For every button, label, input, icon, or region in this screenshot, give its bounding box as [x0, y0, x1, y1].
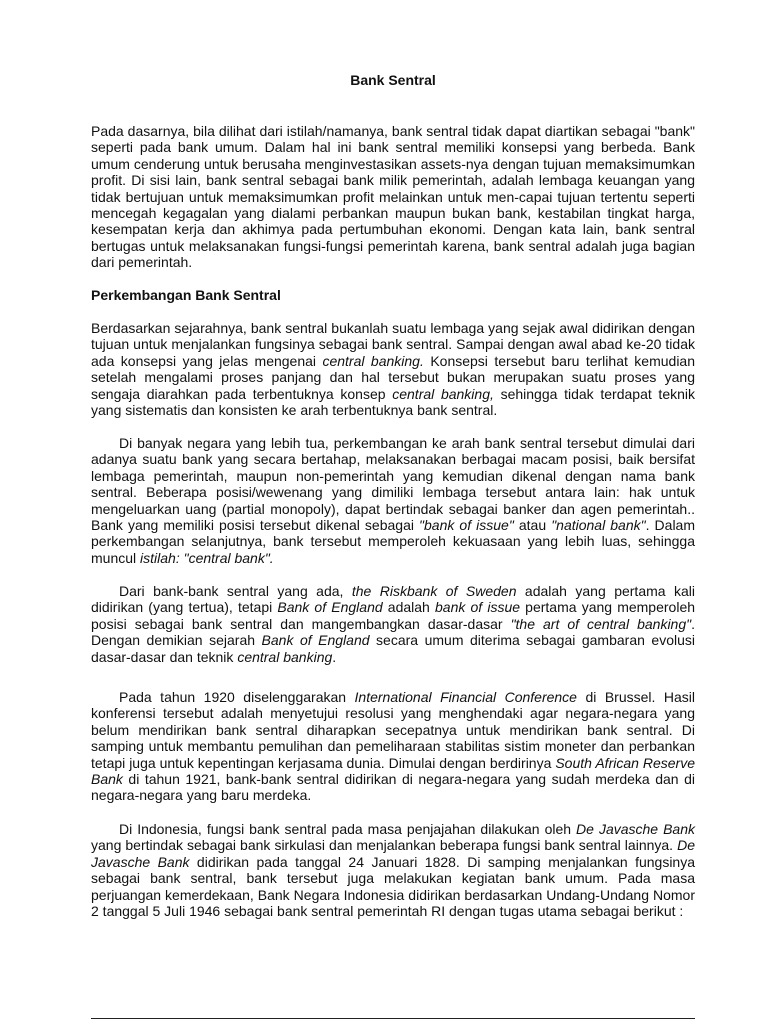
- italic-term: South African Reserve Bank: [91, 754, 695, 788]
- italic-term: De Javasche Bank: [576, 821, 695, 837]
- intro-paragraph: Pada dasarnya, bila dilihat dari istilah/namanya, bank sentral tidak dapat diartikan sebagai "bank" seperti pada bank umum. Dalam hal ini bank sentral memiliki konsepsi yang berbeda. Bank umum cenderung untuk berusaha menginvestasikan assets-nya dengan tujuan memaksimumkan profit. Di sisi lain, bank sentral sebagai bank milik pemerintah, adalah lembaga keuangan yang tidak bertujuan untuk memaksimumkan profit melainkan untuk men-capai tujuan tertentu seperti mencegah kegagalan yang dialami perbankan maupun bukan bank, kestabilan tingkat harga, kesempatan kerja dan akhimya pada pertumbuhan ekonomi. Dengan kata lain, bank sentral bertugas untuk melaksanakan fungsi-fungsi pemerintah karena, bank sentral adalah juga bagian dari pemerintah.: [91, 123, 695, 271]
- italic-term: central banking,: [392, 385, 494, 402]
- text-run: . Dengan demikian sejarah: [91, 615, 695, 649]
- italic-term: "bank of issue": [419, 517, 514, 534]
- footer-rule: [91, 1018, 695, 1019]
- italic-term: "the art of central banking": [510, 615, 692, 632]
- document-title: Bank Sentral: [350, 72, 436, 88]
- section-heading: Perkembangan Bank Sentral: [91, 287, 281, 303]
- text-run: didirikan pada tanggal 24 Januari 1828. Di samping menjalankan fungsinya sebagai bank sentral, bank tersebut juga melakukan kegiatan bank umum. Pada masa perjuangan kemerdekaan, Bank Negara Indonesia didirikan berdasarkan Undang-Undang Nomor 2 tanggal 5 Juli 1946 sebagai bank sentral pemerintah RI dengan tugas utama sebagai berikut :: [91, 853, 695, 920]
- text-run: adalah yang pertama kali didirikan (yang tertua), tetapi: [91, 583, 695, 616]
- text-run: adalah: [382, 599, 435, 616]
- paragraph-older-countries: [91, 435, 695, 566]
- italic-term: De Javasche Bank: [91, 837, 695, 870]
- text-run: secara umum diterima sebagai gambaran evolusi dasar-dasar dan teknik: [91, 632, 695, 665]
- paragraph-indonesia: [91, 821, 695, 919]
- paragraph-brussels-conference: [91, 689, 695, 804]
- paragraph-history: [91, 320, 695, 418]
- text-run: Dari bank-bank sentral yang ada,: [119, 583, 352, 599]
- text-run: Di Indonesia, fungsi bank sentral pada masa penjajahan dilakukan oleh: [119, 821, 577, 837]
- text-run: pertama yang memperoleh posisi sebagai bank sentral dan mangembangkan dasar-dasar: [91, 599, 696, 632]
- italic-term: the Riskbank of Sweden: [351, 583, 517, 599]
- italic-term: bank of issue: [435, 599, 521, 616]
- text-run: atau: [513, 517, 552, 534]
- text-run: .: [332, 648, 337, 665]
- text-run: sehingga tidak terdapat teknik yang sistematis dan konsisten ke arah terbentuknya bank sentral.: [91, 385, 696, 419]
- text-run: . Dalam perkembangan selanjutnya, bank tersebut memperoleh kekuasaan yang lebih luas, sehingga muncul: [91, 517, 695, 566]
- italic-term: International Financial Conference: [354, 689, 577, 705]
- italic-term: Bank of England: [261, 632, 370, 649]
- text-run: Konsepsi tersebut baru terlihat kemudian setelah mengalami proses panjang dan hal tersebut bukan merupakan suatu proses yang sengaja diarahkan pada terbentuknya konsep: [91, 352, 696, 402]
- italic-term: central banking.: [322, 352, 424, 369]
- text-run: Berdasarkan sejarahnya, bank sentral bukanlah suatu lembaga yang sejak awal didirikan dengan tujuan untuk menjalankan fungsinya sebagai bank sentral. Sampai dengan awal abad ke-20 tidak ada konsepsi yang jelas mengenai: [91, 320, 695, 369]
- italic-term: istilah: "central bank".: [140, 549, 274, 566]
- text-run: Di banyak negara yang lebih tua, perkembangan ke arah bank sentral tersebut dimulai dari adanya suatu bank yang secara bertahap, melaksanakan berbagai macam posisi, baik bersifat lembaga pemerintah, maupun non-pemerintah yang kemudian dikenal dengan nama bank sentral. Beberapa posisi/wewenang yang dimiliki lembaga tersebut antara lain: hak untuk mengeluarkan uang (partial monopoly), dapat bertindak sebagai banker dan agen pemerintah.. Bank yang memiliki posisi tersebut dikenal sebagai: [91, 435, 695, 534]
- paragraph-riksbank: [91, 583, 695, 665]
- italic-term: central banking: [237, 648, 333, 665]
- text-run: di tahun 1921, bank-bank sentral didirikan di negara-negara yang sudah merdeka dan di negara-negara yang baru merdeka.: [91, 771, 695, 804]
- text-run: Pada tahun 1920 diselenggarakan: [119, 689, 355, 705]
- italic-term: Bank of England: [277, 599, 383, 616]
- italic-term: "national bank": [551, 517, 646, 534]
- text-run: yang bertindak sebagai bank sirkulasi dan menjalankan beberapa fungsi bank sentral lainnya.: [91, 837, 678, 854]
- text-run: di Brussel. Hasil konferensi tersebut adalah menyetujui resolusi yang menghendaki agar negara-negara yang belum mendirikan bank sentral diharapkan secepatnya untuk mendirikan bank sentral. Di samping untuk membantu pemulihan dan pemeliharaan stabilitas sistim moneter dan perbankan tetapi juga untuk kepentingan kerjasama dunia. Dimulai dengan berdirinya: [91, 689, 695, 771]
